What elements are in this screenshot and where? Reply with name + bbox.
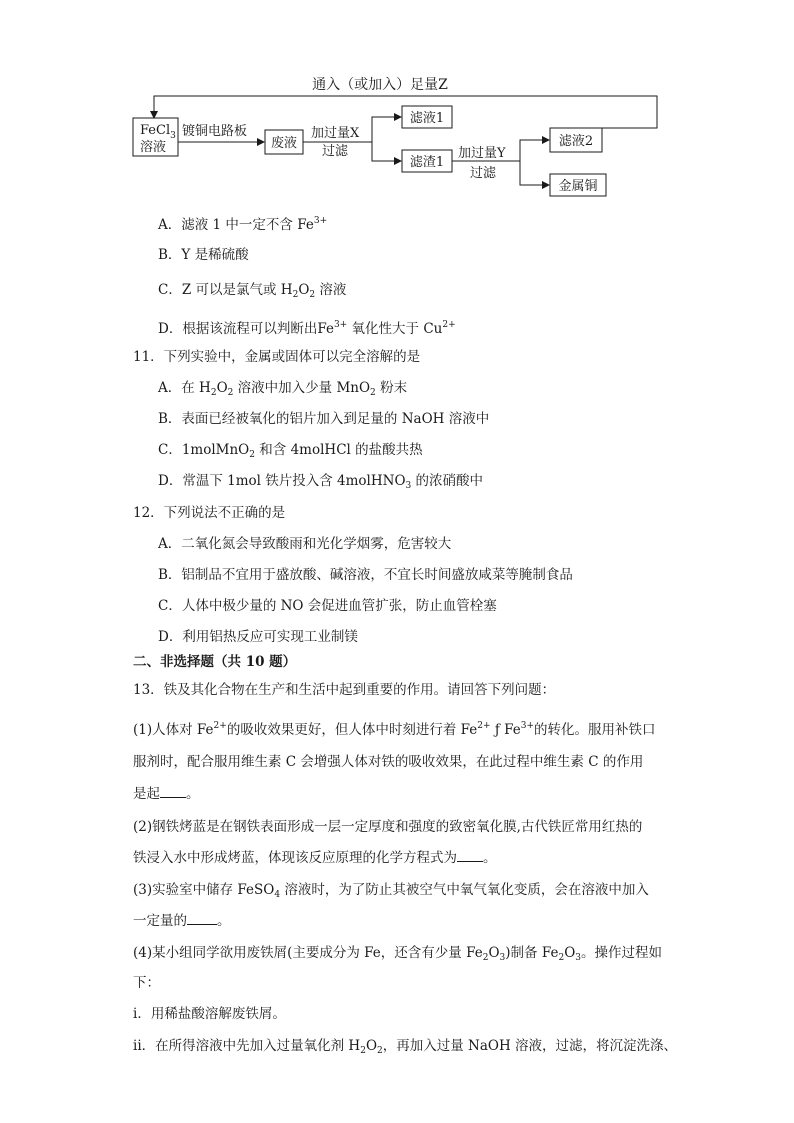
q13-part1-line1: (1)人体对 $Fe^{2+}$的吸收效果更好，但人体中时刻进行着 $Fe^{2+}$ ƒ $Fe^{3+}$的转化。服用补铁口 xyxy=(133,721,656,738)
process-flow-diagram xyxy=(0,0,794,210)
box-fecl3-line1: FeCl$_3$ xyxy=(140,123,176,141)
q13-part4-line2: 下： xyxy=(133,975,160,991)
box-filtrate1-label: 滤液1 xyxy=(409,111,445,126)
q12-option-a: A．二氧化氮会导致酸雨和光化学烟雾，危害较大 xyxy=(158,536,452,552)
q11-option-c: C．1molMnO$_2$ 和含 4molHCl 的盐酸共热 xyxy=(158,442,423,460)
q11-option-a: A．在 $H_2O_2$ 溶液中加入少量 MnO$_2$ 粉末 xyxy=(158,380,408,398)
q13-part1-line3: 是起 。 xyxy=(133,786,200,802)
q11-option-d: D．常温下 1mol 铁片投入含 4molHNO$_3$ 的浓硝酸中 xyxy=(158,473,484,491)
q13-part3-line1: (3)实验室中储存 FeSO$_4$ 溶液时，为了防止其被空气中氧气氧化变质，会在溶液中加入 xyxy=(133,882,649,900)
arrow3-label-top: 加过量Y xyxy=(458,146,506,161)
answer-blank-2[interactable] xyxy=(457,849,483,862)
arrow-to-copper xyxy=(520,161,549,185)
q13-stem: 13．铁及其化合物在生产和生活中起到重要的作用。请回答下列问题： xyxy=(133,682,556,698)
q13-part4-line1: (4)某小组同学欲用废铁屑(主要成分为 Fe，还含有少量 $Fe_2O_3$)制备 $Fe_2O_3$。操作过程如 xyxy=(133,945,662,963)
q10-option-a: A．滤液 1 中一定不含 $Fe^{3+}$ xyxy=(158,216,328,233)
arrow3-label-bottom: 过滤 xyxy=(470,166,497,181)
q10-option-d: D．根据该流程可以判断出$Fe^{3+}$ 氧化性大于 $Cu^{2+}$ xyxy=(158,320,456,337)
q13-step-ii: ii．在所得溶液中先加入过量氧化剂 $H_2O_2$，再加入过量 NaOH 溶液，过滤，将沉淀洗涤、 xyxy=(133,1038,678,1056)
arrow-to-filtrate2 xyxy=(520,140,549,161)
arrow2-label-top: 加过量X xyxy=(311,126,360,141)
q13-part3-line2: 一定量的 。 xyxy=(133,913,231,929)
box-waste-label: 废液 xyxy=(270,136,298,151)
answer-blank-3[interactable] xyxy=(187,912,217,925)
q12-option-d: D．利用铝热反应可实现工业制镁 xyxy=(158,629,358,645)
box-filtrate2-label: 滤液2 xyxy=(558,134,594,149)
section-heading: 二、非选择题（共 10 题） xyxy=(133,654,297,670)
arrow1-label: 镀铜电路板 xyxy=(182,124,248,139)
q10-option-c: C．Z 可以是氯气或 $H_2O_2$ 溶液 xyxy=(158,282,347,300)
q13-part2-line2: 铁浸入水中形成烤蓝，体现该反应原理的化学方程式为 。 xyxy=(133,850,497,866)
q12-stem: 12．下列说法不正确的是 xyxy=(133,505,286,521)
arrow2-label-bottom: 过滤 xyxy=(322,144,349,159)
box-residue1-label: 滤渣1 xyxy=(409,155,445,170)
answer-blank-1[interactable] xyxy=(160,785,186,798)
feedback-label: 通入（或加入）足量Z xyxy=(312,77,448,93)
q11-stem: 11．下列实验中，金属或固体可以完全溶解的是 xyxy=(133,349,421,365)
box-copper-label: 金属铜 xyxy=(558,179,598,194)
q11-option-b: B．表面已经被氧化的铝片加入到足量的 NaOH 溶液中 xyxy=(158,411,490,427)
q13-part2-line1: (2)钢铁烤蓝是在钢铁表面形成一层一定厚度和强度的致密氧化膜,古代铁匠常用红热的 xyxy=(133,819,643,835)
arrow-to-filtrate1 xyxy=(372,117,401,142)
q10-option-b: B．Y 是稀硫酸 xyxy=(158,247,249,263)
q13-step-i: i．用稀盐酸溶解废铁屑。 xyxy=(133,1006,286,1022)
q13-part1-line2: 服剂时，配合服用维生素 C 会增强人体对铁的吸收效果，在此过程中维生素 C 的作用 xyxy=(133,754,644,770)
q12-option-b: B．铝制品不宜用于盛放酸、碱溶液，不宜长时间盛放咸菜等腌制食品 xyxy=(158,567,573,583)
arrow-to-residue1 xyxy=(372,142,401,161)
box-fecl3-line2: 溶液 xyxy=(140,140,167,155)
q12-option-c: C．人体中极少量的 NO 会促进血管扩张，防止血管栓塞 xyxy=(158,598,497,614)
